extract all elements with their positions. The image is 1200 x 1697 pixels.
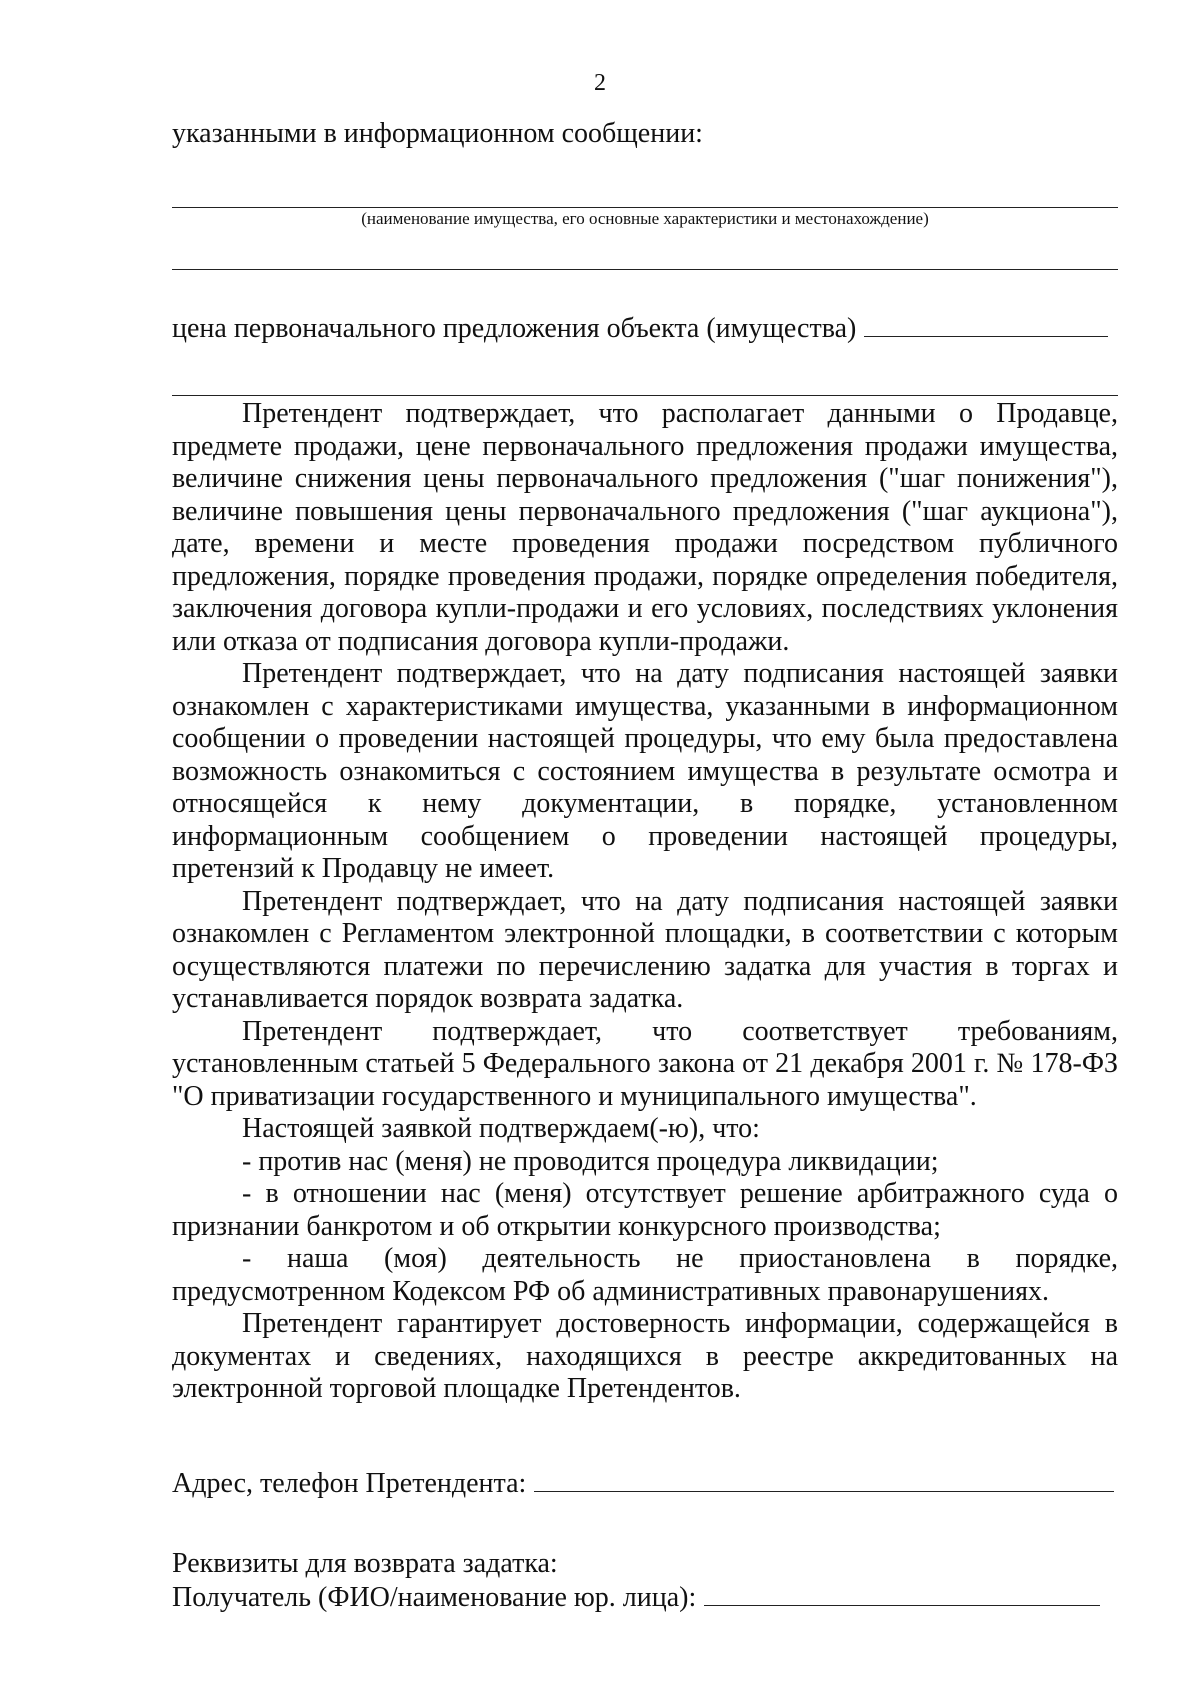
- paragraph: Претендент подтверждает, что располагает данными о Продавце, предмете продажи, цене первоначального предложения продажи имущества, величине снижения цены первоначального предложения ("шаг понижения"), величине повышения цены первоначального предложения ("шаг аукциона"), дате, времени и месте проведения продажи посредством публичного предложения, порядке проведения продажи, порядке определения победителя, заключения договора купли-продажи и его условиях, последствиях уклонения или отказа от подписания договора купли-продажи.: [172, 398, 1118, 657]
- refund-heading: Реквизиты для возврата задатка:: [172, 1548, 558, 1579]
- recipient-field[interactable]: [704, 1583, 1100, 1606]
- list-item: - наша (моя) деятельность не приостановлена в порядке, предусмотренном Кодексом РФ об административных правонарушениях.: [172, 1243, 1118, 1307]
- declaration-body: [172, 398, 1118, 1406]
- separator-line: [172, 395, 1118, 396]
- price-field[interactable]: [864, 314, 1108, 337]
- address-field[interactable]: [534, 1469, 1114, 1492]
- address-row: [172, 1468, 1114, 1500]
- address-label: Адрес, телефон Претендента:: [172, 1468, 527, 1499]
- list-item: - в отношении нас (меня) отсутствует решение арбитражного суда о признании банкротом и об открытии конкурсного производства;: [172, 1178, 1118, 1242]
- list-item: - против нас (меня) не проводится процедура ликвидации;: [242, 1145, 939, 1177]
- intro-line: указанными в информационном сообщении:: [172, 118, 703, 149]
- paragraph: Претендент подтверждает, что на дату подписания настоящей заявки ознакомлен с Регламентом электронной площадки, в соответствии с которым осуществляются платежи по перечислению задатка для участия в торгах и устанавливается порядок возврата задатка.: [172, 885, 1118, 1014]
- property-field-line-1: [172, 207, 1118, 208]
- paragraph: Претендент гарантирует достоверность информации, содержащейся в документах и сведениях, находящихся в реестре аккредитованных на электронной торговой площадке Претендентов.: [172, 1308, 1118, 1404]
- property-caption: (наименование имущества, его основные характеристики и местонахождение): [361, 209, 929, 228]
- recipient-row: [172, 1582, 1100, 1614]
- recipient-label: Получатель (ФИО/наименование юр. лица):: [172, 1582, 697, 1613]
- paragraph: Претендент подтверждает, что соответствует требованиям, установленным статьей 5 Федерального закона от 21 декабря 2001 г. № 178-ФЗ "О приватизации государственного и муниципального имущества".: [172, 1015, 1118, 1112]
- paragraph: Претендент подтверждает, что на дату подписания настоящей заявки ознакомлен с характеристиками имущества, указанными в информационном сообщении о проведении настоящей процедуры, что ему была предоставлена возможность ознакомиться с состоянием имущества в результате осмотра и относящейся к нему документации, в порядке, установленном информационным сообщением о проведении настоящей процедуры, претензий к Продавцу не имеет.: [172, 658, 1118, 884]
- property-field-line-2: [172, 269, 1118, 270]
- price-label: цена первоначального предложения объекта (имущества): [172, 313, 857, 344]
- page-number: 2: [594, 70, 606, 96]
- price-row: [172, 313, 1108, 345]
- paragraph: Настоящей заявкой подтверждаем(-ю), что:: [242, 1113, 760, 1144]
